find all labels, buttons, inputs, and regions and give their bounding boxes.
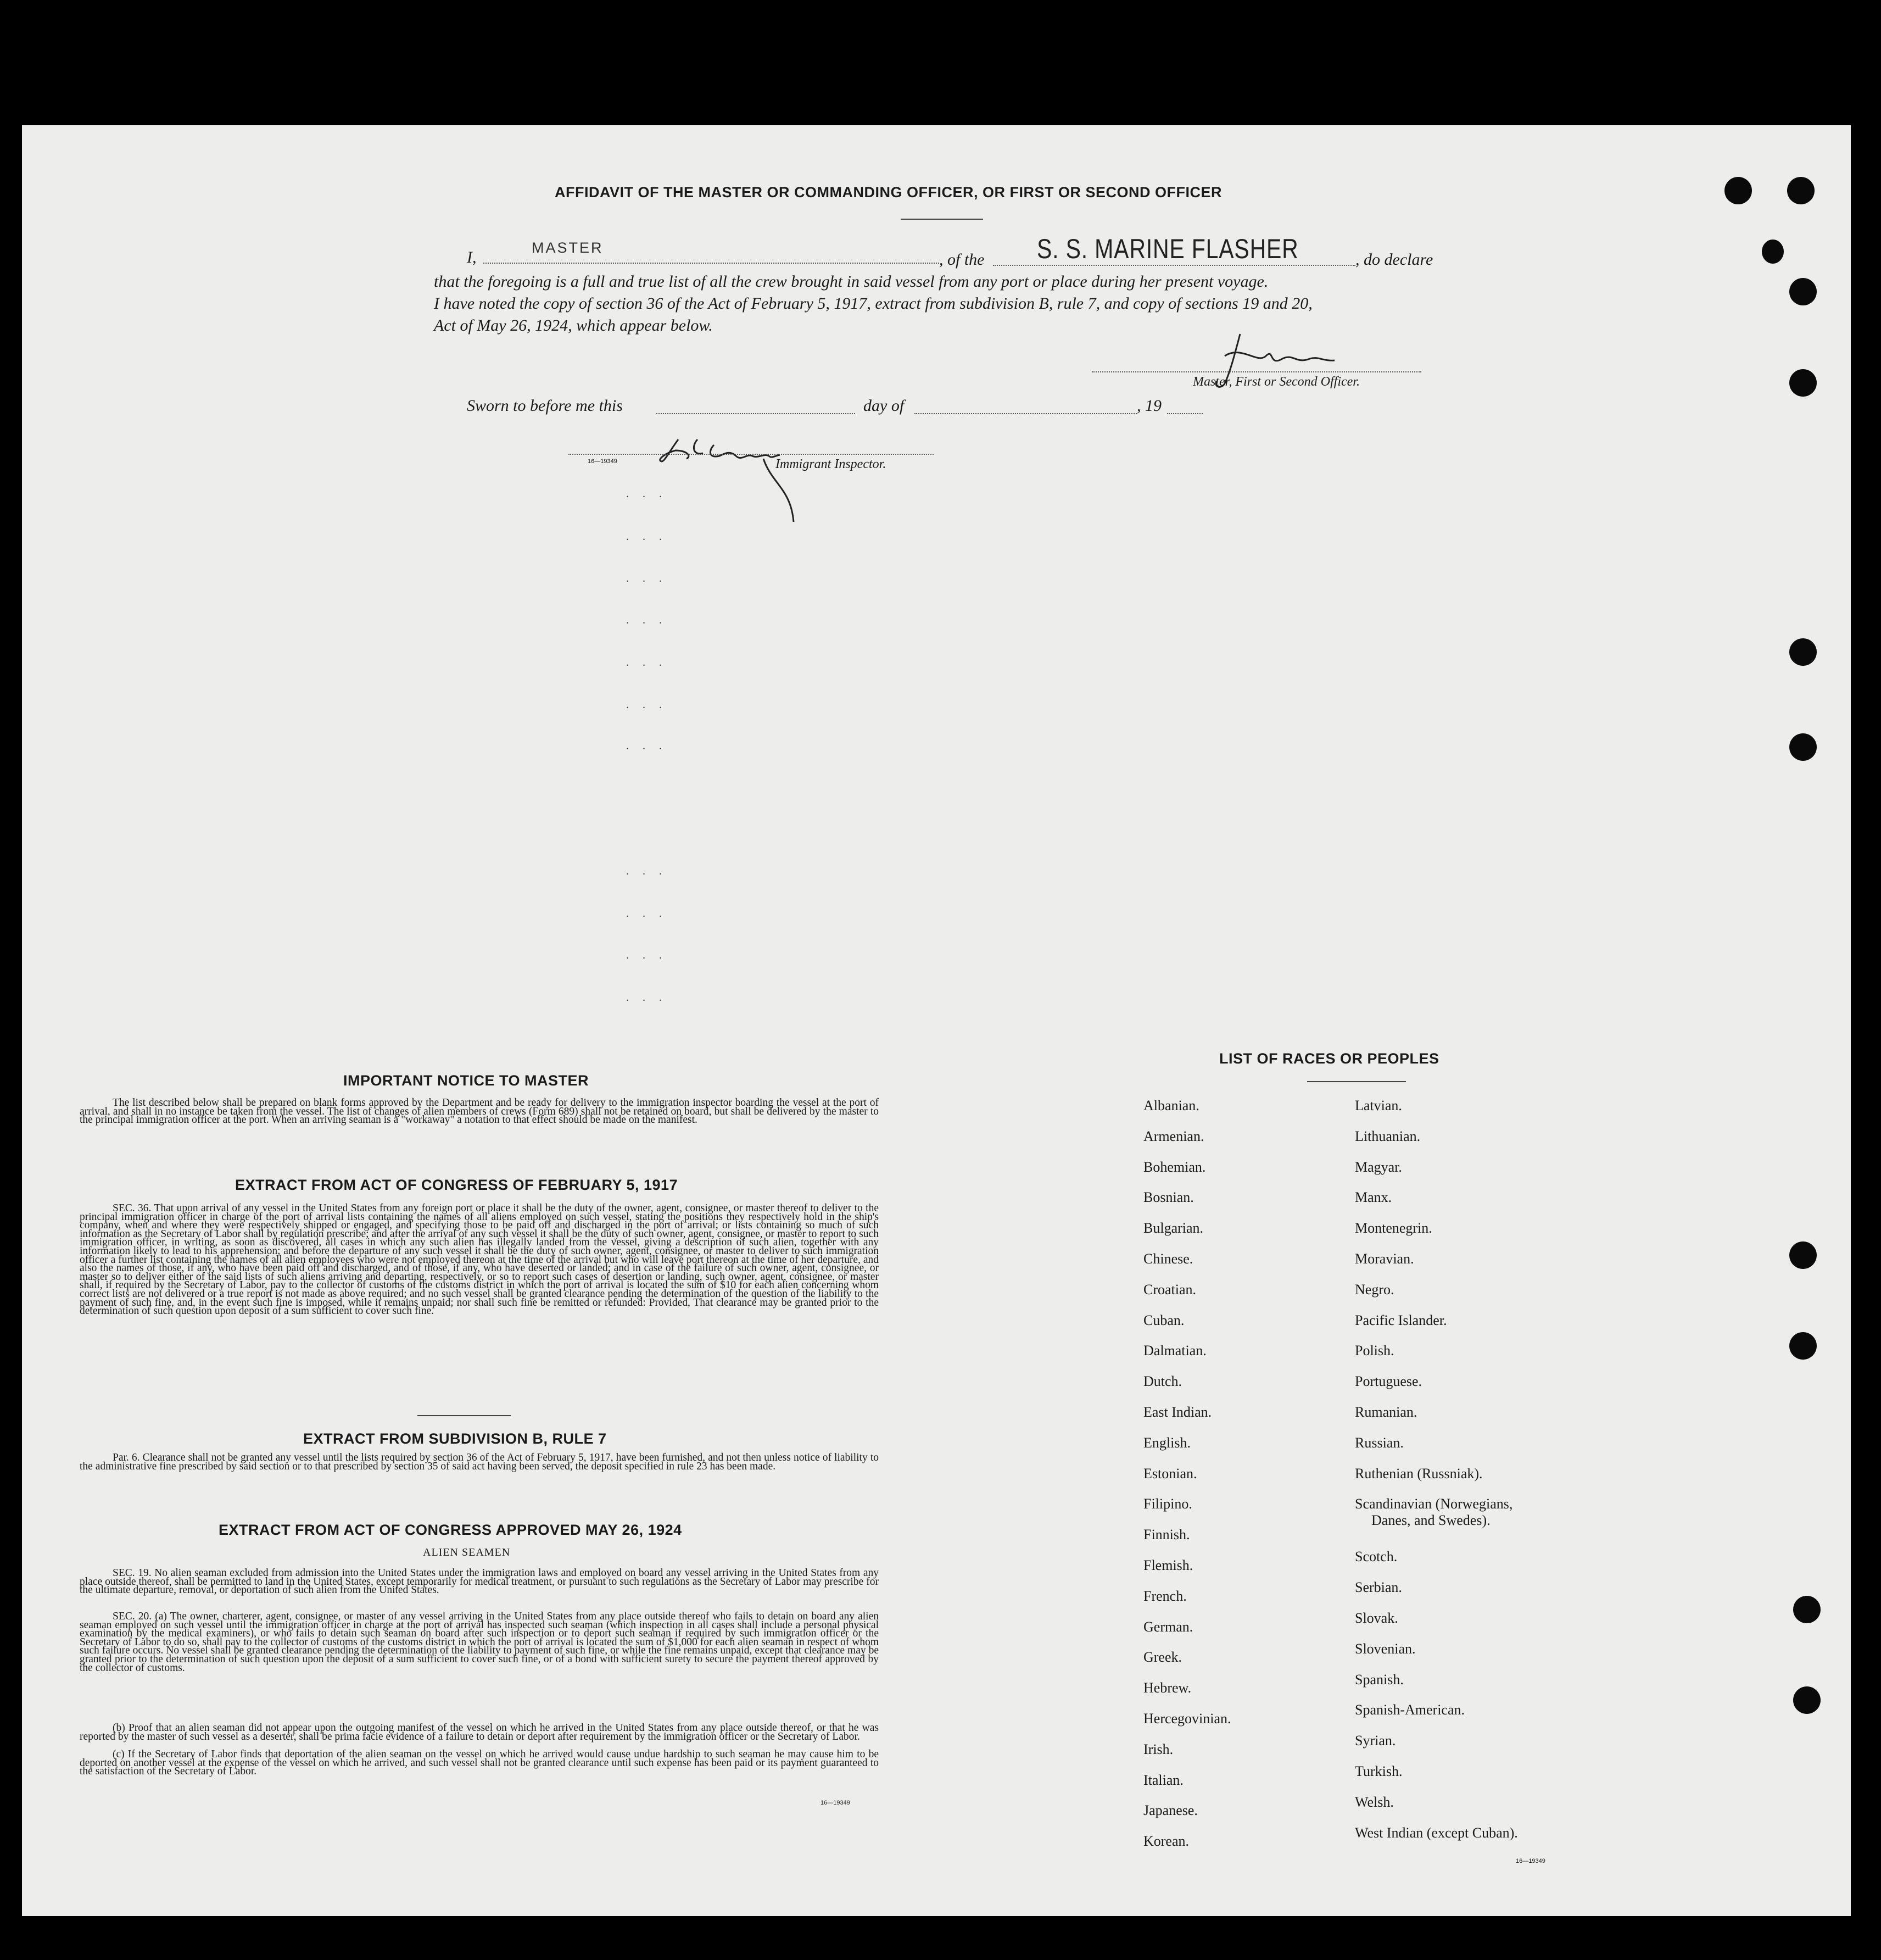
affidavit-title: AFFIDAVIT OF THE MASTER OR COMMANDING OFFICER, OR FIRST OR SECOND OFFICER [555, 184, 1222, 201]
binder-hole-icon [1762, 240, 1784, 264]
dot-row: . . . [626, 740, 667, 752]
race-item: Armenian. [1143, 1128, 1204, 1144]
race-item: Bohemian. [1143, 1159, 1206, 1175]
race-item: Pacific Islander. [1355, 1312, 1447, 1328]
i-label: I, [467, 248, 477, 266]
race-item: Scotch. [1355, 1549, 1398, 1565]
race-item: Greek. [1143, 1649, 1182, 1666]
affidavit-line-3: I have noted the copy of section 36 of the Act of February 5, 1917, extract from subdivision B, rule 7, and copy of sections 19 and 20, [434, 294, 1313, 313]
notice-text: The list described below shall be prepared on blank forms approved by the Department and be ready for delivery to the immigration inspector boarding the vessel at the port of arrival, and shall in no instance be taken from the vessel. The list of changes of alien members of crews (Form 689) shall not be retained on board, but shall be delivered by the master to the principal immigration officer at the port. When an arriving seaman is a "workaway" a notation to that effect should be made on the manifest. [80, 1097, 879, 1126]
binder-hole-icon [1724, 177, 1752, 204]
race-item: German. [1143, 1618, 1193, 1635]
dot-row: . . . [626, 488, 667, 500]
sworn-day-line [656, 413, 855, 414]
race-item: Bosnian. [1143, 1189, 1194, 1206]
extract-1924-title: EXTRACT FROM ACT OF CONGRESS APPROVED MAY 26, 1924 [219, 1522, 682, 1538]
races-title: LIST OF RACES OR PEOPLES [1219, 1050, 1439, 1067]
race-item: Estonian. [1143, 1465, 1197, 1482]
race-item: Albanian. [1143, 1098, 1199, 1113]
race-item: Chinese. [1143, 1251, 1193, 1267]
dot-row: . . . [626, 949, 667, 961]
race-item: Italian. [1143, 1772, 1184, 1788]
race-item: Slovenian. [1355, 1640, 1416, 1657]
race-item: Finnish. [1143, 1527, 1190, 1543]
dot-row: . . . [626, 656, 667, 669]
dot-row: . . . [626, 572, 667, 584]
race-item: Slovak. [1355, 1610, 1398, 1626]
race-item: Dalmatian. [1143, 1343, 1207, 1359]
extract-1924-subtitle: ALIEN SEAMEN [423, 1546, 511, 1558]
form-number: 16—19349 [821, 1800, 850, 1806]
notice-title: IMPORTANT NOTICE TO MASTER [343, 1072, 589, 1089]
role-field: MASTER [532, 240, 604, 256]
binder-hole-icon [1789, 369, 1817, 397]
race-item: Filipino. [1143, 1496, 1192, 1512]
year-label: , 19 [1137, 397, 1162, 415]
race-item: English. [1143, 1434, 1191, 1451]
role-field-line [483, 263, 939, 264]
race-item: Hebrew. [1143, 1680, 1192, 1696]
race-item: Bulgarian. [1143, 1220, 1204, 1237]
inspector-caption: Immigrant Inspector. [775, 457, 886, 471]
race-item: Moravian. [1355, 1251, 1414, 1267]
race-item: Welsh. [1355, 1794, 1394, 1810]
inspector-signature [654, 428, 862, 527]
race-item: Spanish-American. [1355, 1702, 1465, 1718]
race-item: Lithuanian. [1355, 1128, 1421, 1144]
race-item: French. [1143, 1588, 1187, 1604]
race-item: Danes, and Swedes). [1371, 1512, 1491, 1529]
extract-1924-sec20c: (c) If the Secretary of Labor finds that deportation of the alien seaman on the vessel on which he arrived would cause undue hardship to such seaman he may cause him to be deported on another vessel at the expense of the vessel on which he arrived, and such vessel shall not be granted clearance until such expense has been paid or its payment guaranteed to the satisfaction of the Secretary of Labor. [80, 1749, 879, 1778]
extract-1924-sec19: SEC. 19. No alien seaman excluded from admission into the United States under the immigration laws and employed on board any vessel arriving in the United States from any place outside thereof, shall be permitted to land in the United States, except temporarily for medical treatment, or pursuant to such regulations as the Secretary of Labor may prescribe for the ultimate departure, removal, or deportation of such alien from the United States. [80, 1567, 879, 1596]
race-item: Hercegovinian. [1143, 1711, 1231, 1727]
form-number: 16—19349 [588, 458, 617, 465]
binder-hole-icon [1789, 638, 1817, 666]
race-item: Dutch. [1143, 1373, 1182, 1390]
dot-row: . . . [626, 531, 667, 543]
race-item: Russian. [1355, 1434, 1404, 1451]
race-item: Negro. [1355, 1281, 1394, 1298]
sworn-month-line [914, 413, 1137, 414]
divider [1307, 1081, 1406, 1082]
race-item: Spanish. [1355, 1671, 1404, 1688]
rule-7-text: Par. 6. Clearance shall not be granted any vessel until the lists required by section 36 of the Act of February 5, 1917, have been furnished, and not then unless notice of liability to the administrative fine prescribed by said section or to that prescribed by section 35 of said act having been served, the deposit specified in rule 23 has been made. [80, 1452, 879, 1472]
extract-1917-title: EXTRACT FROM ACT OF CONGRESS OF FEBRUARY 5, 1917 [235, 1177, 678, 1193]
do-declare-label: , do declare [1355, 250, 1433, 269]
divider [901, 219, 983, 220]
dot-row: . . . [626, 865, 667, 877]
race-item: Montenegrin. [1355, 1220, 1432, 1237]
extract-1924-sec20b: (b) Proof that an alien seaman did not appear upon the outgoing manifest of the vessel on which he arrived in the United States from any place outside thereof, or that he was reported by the master of such vessel as a deserter, shall be prima facie evidence of a failure to detain or deport after requirement by the immigration officer or the Secretary of Labor. [80, 1722, 879, 1742]
binder-hole-icon [1789, 1332, 1817, 1360]
race-item: Serbian. [1355, 1579, 1402, 1596]
race-item: Croatian. [1143, 1281, 1197, 1298]
binder-hole-icon [1789, 733, 1817, 761]
inspector-signature-line [568, 454, 934, 455]
of-the-label: , of the [939, 250, 985, 269]
race-item: East Indian. [1143, 1404, 1212, 1420]
master-caption: Master, First or Second Officer. [1193, 375, 1360, 389]
affidavit-line-2: that the foregoing is a full and true list of all the crew brought in said vessel from any port or place during her present voyage. [434, 272, 1269, 291]
affidavit-line-4: Act of May 26, 1924, which appear below. [434, 316, 713, 335]
race-item: Cuban. [1143, 1312, 1185, 1328]
race-item: West Indian (except Cuban). [1355, 1824, 1518, 1841]
race-item: Irish. [1143, 1741, 1174, 1757]
sworn-label: Sworn to before me this [467, 397, 623, 415]
race-item: Rumanian. [1355, 1404, 1417, 1420]
sworn-year-line [1167, 413, 1203, 414]
race-item: Polish. [1355, 1343, 1394, 1359]
race-item: Latvian. [1355, 1098, 1402, 1113]
vessel-field: S. S. MARINE FLASHER [1037, 233, 1299, 264]
dot-row: . . . [626, 699, 667, 711]
binder-hole-icon [1793, 1596, 1821, 1623]
rule-7-title: EXTRACT FROM SUBDIVISION B, RULE 7 [303, 1430, 607, 1447]
race-item: Scandinavian (Norwegians, [1355, 1496, 1513, 1512]
race-item: Ruthenian (Russniak). [1355, 1465, 1483, 1482]
day-of-label: day of [863, 397, 905, 415]
race-item: Flemish. [1143, 1557, 1193, 1573]
race-item: Manx. [1355, 1189, 1392, 1206]
extract-1924-sec20a: SEC. 20. (a) The owner, charterer, agent, consignee, or master of any vessel arriving in the United States from any place outside thereof who fails to detain on board any alien seaman employed on such vessel until the immigration officer in charge at the port of arrival has inspected such seaman (which inspection in all cases shall include a personal physical examination by the medical examiners), or who fails to detain such seaman on board after such inspection or to deport such seaman if required by such immigration officer or the Secretary of Labor to do so, shall pay to the collector of customs of the customs district in which the port of arrival is located the sum of $1,000 for each alien seaman in respect of whom such failure occurs. No vessel shall be granted clearance pending the determination of the liability to payment of such fine, or while the fine remains unpaid, except that clearance may be granted prior to the determination of such question upon the deposit of a sum sufficient to cover such fine, or of a bond with sufficient surety to secure the payment thereof approved by the collector of customs. [80, 1611, 879, 1674]
binder-hole-icon [1789, 1241, 1817, 1269]
divider [417, 1415, 511, 1416]
race-item: Turkish. [1355, 1763, 1403, 1779]
master-signature-line [1092, 371, 1421, 372]
extract-1917-text: SEC. 36. That upon arrival of any vessel in the United States from any foreign port or place it shall be the duty of the owner, agent, consignee, or master thereof to deliver to the principal immigration officer in charge of the port of arrival lists containing the names of all aliens employed on such vessel, stating the positions they respectively hold in the ship's company, when and where they were respectively shipped or engaged, and specifying those to be paid off and discharged in the port of arrival; or lists containing so much of such information as the Secretary of Labor shall by regulation prescribe; and after the arrival of any such vessel it shall be the duty of such owner, agent, consignee, or master to report to such immigration officer, in writing, as soon as discovered, all cases in which any such alien has illegally landed from the vessel, giving a description of such alien, together with any information likely to lead to his apprehension; and before the departure of any such vessel it shall be the duty of such owner, agent, consignee, or master to deliver to such immigration officer a further list containing the names of all alien employees who were not employed thereon at the time of the arrival but who will leave port thereon at the time of her departure, and also the names of those, if any, who have been paid off and discharged, and of those, if any, who have deserted or landed; and in case of the failure of such owner, agent, consignee, or master so to deliver either of the said lists of such aliens arriving and departing, respectively, or so to report such cases of desertion or landing, such owner, agent, consignee, or master shall, if required by the Secretary of Labor, pay to the collector of customs of the customs district in which the port of arrival is located the sum of $10 for each alien concerning whom correct lists are not delivered or a true report is not made as above required; and no such vessel shall be granted clearance pending the determination of the question of the liability to the payment of such fine, and, in the event such fine is imposed, while it remains unpaid; nor shall such fine be remitted or refunded: Provided, That clearance may be granted prior to the determination of such question upon deposit of a sum sufficient to cover such fine. [80, 1202, 879, 1317]
binder-hole-icon [1787, 177, 1815, 204]
binder-hole-icon [1793, 1686, 1821, 1714]
race-item: Magyar. [1355, 1159, 1402, 1175]
race-item: Portuguese. [1355, 1373, 1422, 1390]
dot-row: . . . [626, 992, 667, 1004]
dot-row: . . . [626, 907, 667, 920]
race-item: Korean. [1143, 1833, 1190, 1850]
race-item: Japanese. [1143, 1802, 1198, 1819]
vessel-field-line [993, 265, 1355, 266]
form-number: 16—19349 [1516, 1858, 1545, 1864]
race-item: Syrian. [1355, 1733, 1396, 1749]
binder-hole-icon [1789, 278, 1817, 305]
dot-row: . . . [626, 614, 667, 626]
